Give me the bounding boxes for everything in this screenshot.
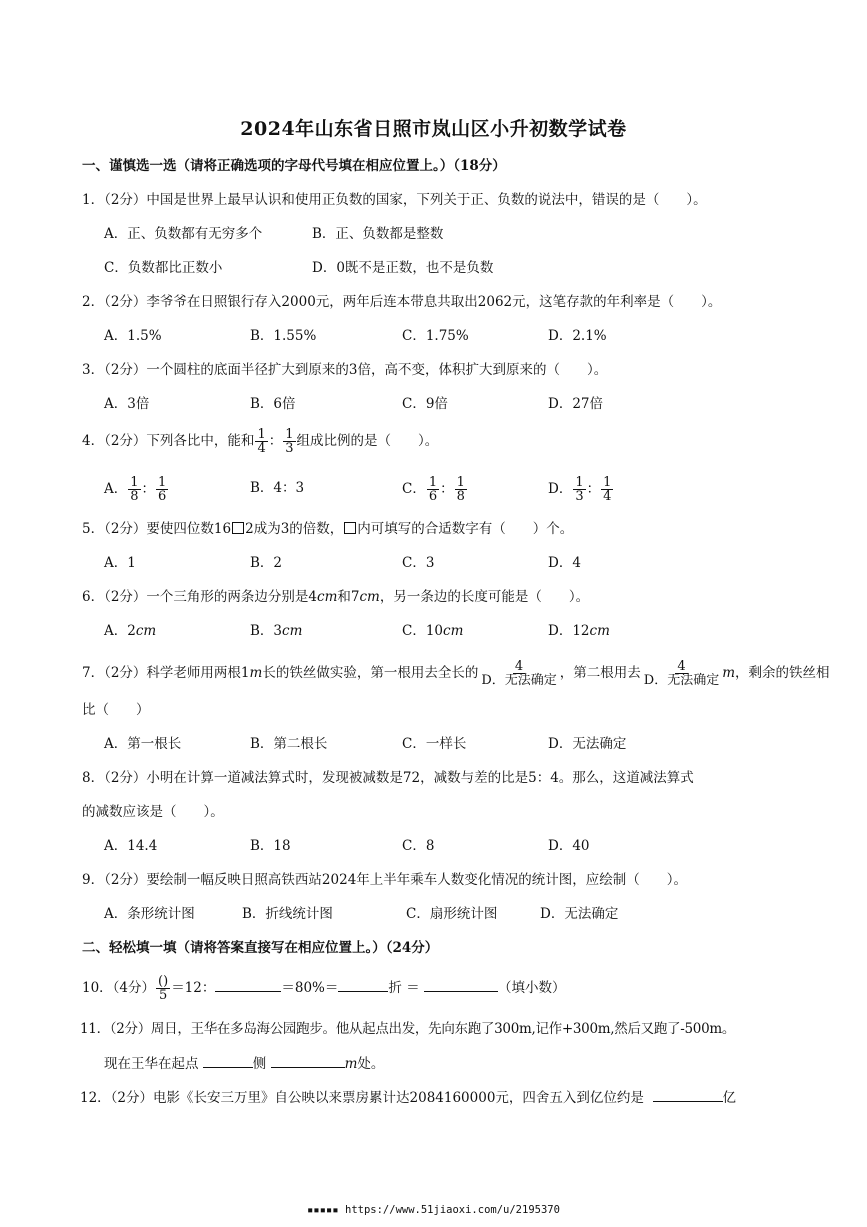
q9-option-b: B．折线统计图 [242, 906, 333, 922]
q11-line-2-post: 处。 [357, 1056, 385, 1072]
q7-option-d: D．无法确定 [548, 736, 627, 752]
q4-option-d [548, 476, 614, 503]
q9-option-a: A．条形统计图 [104, 906, 195, 922]
q10-fraction-num: () [158, 974, 169, 989]
q8-option-b: B．18 [250, 838, 291, 854]
q12-post: 亿 [722, 1090, 737, 1106]
q4-a-frac-1 [128, 476, 140, 503]
q7-fraction-2-num: 4 [677, 659, 686, 674]
q6-option-b [250, 621, 302, 641]
q8-option-d: D．40 [548, 838, 590, 854]
q1-option-b: B．正、负数都是整数 [312, 226, 444, 242]
q6-unit: cm [317, 589, 338, 605]
q11-line-2-mid: 侧 [252, 1056, 267, 1072]
q10-blank-3[interactable] [424, 977, 498, 992]
q4-stem-pre: 4．（2分）下列各比中，能和 [82, 433, 255, 449]
q8-option-a: A．14.4 [104, 838, 158, 854]
question-3: 3．（2分）一个圆柱的底面半径扩大到原来的3倍，高不变，体积扩大到原来的（ ）。 [82, 362, 608, 378]
q4-option-d-label: D． [548, 481, 573, 497]
q6-stem-pre: 6．（2分）一个三角形的两条边分别是4 [82, 589, 318, 605]
q6-option-a-text: A．2 [104, 623, 136, 639]
q5-option-c: C．3 [402, 555, 435, 571]
q4-c-frac-2-den: 8 [456, 489, 465, 504]
q4-c-frac-1 [427, 476, 439, 503]
q10-blank-1[interactable] [215, 977, 281, 992]
q7-fraction-1-den: D．无法确定 [481, 673, 557, 688]
q7-unit: m [249, 665, 263, 681]
q11-unit: m [344, 1056, 358, 1072]
q3-option-c: C．9倍 [402, 396, 448, 412]
q10-prefix: 10．（4分） [82, 980, 156, 996]
q4-c-frac-2-num: 1 [456, 475, 465, 490]
page-title: 2024年山东省日照市岚山区小升初数学试卷 [240, 118, 627, 140]
question-7 [82, 660, 830, 687]
question-5 [82, 519, 573, 539]
question-7-line-2: 比（ ） [82, 702, 150, 718]
q4-d-frac-1 [573, 476, 585, 503]
q9-option-c: C．扇形统计图 [406, 906, 498, 922]
q1-option-a: A．正、负数都有无穷多个 [104, 226, 263, 242]
q9-option-d: D．无法确定 [540, 906, 619, 922]
q10-text-2: ＝80%＝ [281, 980, 339, 996]
q4-fraction-1-den: 4 [257, 441, 266, 456]
q10-fraction-den: 5 [158, 988, 168, 1003]
q7-fraction-1 [479, 660, 558, 687]
question-10 [82, 975, 565, 1002]
q4-option-a-label: A． [104, 481, 128, 497]
q6-unit: cm [443, 623, 464, 639]
q4-c-frac-1-den: 6 [428, 489, 438, 504]
q12-stem: 12．（2分）电影《长安三万里》自公映以来票房累计达2084160000元，四舍五入到亿位约是 [80, 1090, 644, 1106]
q7-stem-post: ，剩余的铁丝相 [735, 665, 830, 681]
q4-c-colon: ： [440, 481, 454, 497]
q4-fraction-1-num: 1 [257, 427, 266, 442]
q4-c-frac-2 [455, 476, 467, 503]
question-8: 8．（2分）小明在计算一道减法算式时，发现被减数是72，减数与差的比是5：4。那么，这道减法算式 [82, 770, 694, 786]
q3-option-d: D．27倍 [548, 396, 604, 412]
q4-a-frac-2-den: 6 [158, 489, 167, 504]
q4-d-frac-1-den: 3 [575, 489, 584, 504]
footer-prefix: ▪▪▪▪▪ [307, 1204, 339, 1216]
q6-unit: cm [359, 589, 380, 605]
q4-a-colon: ： [141, 481, 156, 497]
q1-option-c: C．负数都比正数小 [104, 260, 223, 276]
q10-text-1: ＝12： [171, 980, 216, 996]
q6-option-a [104, 621, 156, 641]
q4-fraction-1 [255, 428, 267, 455]
q10-blank-2[interactable] [338, 977, 388, 992]
q3-option-a: A．3倍 [104, 396, 150, 412]
q2-option-a: A．1.5% [104, 328, 162, 344]
question-8-line-2: 的减数应该是（ ）。 [82, 804, 224, 820]
q7-stem-mid2: ，第二根用去 [559, 665, 641, 681]
q8-option-c: C．8 [402, 838, 435, 854]
q7-option-c: C．一样长 [402, 736, 467, 752]
q4-a-frac-1-num: 1 [130, 475, 139, 490]
blank-box-icon [232, 522, 244, 534]
q12-blank[interactable] [653, 1087, 723, 1102]
section-2-heading: 二、轻松填一填（请将答案直接写在相应位置上。）（24分） [82, 940, 439, 956]
q6-option-c [402, 621, 463, 641]
q4-d-frac-2-den: 4 [603, 489, 612, 504]
q10-text-3: 折 ＝ [388, 980, 420, 996]
q7-stem-pre: 7．（2分）科学老师用两根1 [82, 665, 250, 681]
q10-fraction [156, 975, 170, 1002]
q6-unit: cm [282, 623, 303, 639]
q6-option-d [548, 621, 610, 641]
q1-option-d: D．0既不是正数，也不是负数 [312, 260, 494, 276]
q4-colon: ： [268, 433, 283, 449]
q6-option-b-text: B．3 [250, 623, 283, 639]
q7-option-a: A．第一根长 [104, 736, 182, 752]
question-11: 11．（2分）周日，王华在多岛海公园跑步。他从起点出发，先向东跑了300m,记作+300m,然后又跑了-500m。 [80, 1021, 736, 1037]
q4-d-frac-1-num: 1 [575, 475, 584, 490]
q2-option-d: D．2.1% [548, 328, 607, 344]
q7-unit: m [722, 665, 736, 681]
question-4 [82, 428, 438, 455]
q4-option-c-label: C． [402, 481, 426, 497]
q4-a-frac-2 [156, 476, 168, 503]
q6-option-d-text: D．12 [548, 623, 590, 639]
q4-option-b: B．4：3 [250, 480, 305, 496]
q5-stem-pre: 5．（2分）要使四位数16 [82, 521, 232, 537]
q11-blank-1[interactable] [203, 1053, 253, 1068]
question-6 [82, 587, 589, 607]
q4-stem-post: 组成比例的是（ ）。 [296, 433, 439, 449]
section-1-heading: 一、谨慎选一选（请将正确选项的字母代号填在相应位置上。）（18分） [82, 158, 506, 174]
q5-option-b: B．2 [250, 555, 283, 571]
q6-unit: cm [135, 623, 157, 639]
q6-stem-mid: 和7 [337, 589, 360, 605]
q7-option-b: B．第二根长 [250, 736, 328, 752]
q6-stem-post: ，另一条边的长度可能是（ ）。 [379, 589, 590, 605]
q4-a-frac-2-num: 1 [158, 475, 167, 490]
q4-fraction-2 [283, 428, 295, 455]
q7-fraction-1-num: 4 [514, 659, 524, 674]
q4-d-colon: ： [586, 481, 601, 497]
q3-option-b: B．6倍 [250, 396, 296, 412]
q5-option-d: D．4 [548, 555, 581, 571]
question-2: 2．（2分）李爷爷在日照银行存入2000元，两年后连本带息共取出2062元，这笔存款的年利率是（ ）。 [82, 294, 722, 310]
q2-option-c: C．1.75% [402, 328, 469, 344]
q10-text-4: （填小数） [497, 980, 566, 996]
q6-option-c-text: C．10 [402, 623, 444, 639]
q5-option-a: A．1 [104, 555, 136, 571]
q4-a-frac-1-den: 8 [130, 489, 139, 504]
question-11-line-2 [104, 1053, 384, 1074]
q4-option-c [402, 476, 468, 503]
q11-line-2-pre: 现在王华在起点 [104, 1056, 199, 1072]
q4-d-frac-2 [601, 476, 613, 503]
q7-fraction-2 [642, 660, 721, 687]
q7-fraction-2-den: D．无法确定 [643, 673, 720, 688]
question-12 [80, 1087, 736, 1108]
q11-blank-2[interactable] [271, 1053, 345, 1068]
q4-d-frac-2-num: 1 [603, 475, 612, 490]
footer-link[interactable]: https://www.51jiaoxi.com/u/2195370 [345, 1204, 560, 1216]
q5-stem-mid: 2成为3的倍数， [245, 521, 344, 537]
q2-option-b: B．1.55% [250, 328, 317, 344]
q4-c-frac-1-num: 1 [428, 475, 438, 490]
q7-stem-mid: 长的铁丝做实验，第一根用去全长的 [262, 665, 479, 681]
blank-box-icon [344, 522, 356, 534]
q4-fraction-2-den: 3 [285, 441, 294, 456]
q4-fraction-2-num: 1 [285, 427, 294, 442]
q4-option-a [104, 476, 169, 503]
q5-stem-post: 内可填写的合适数字有（ ）个。 [357, 521, 574, 537]
page-footer [0, 1204, 867, 1216]
q6-unit: cm [589, 623, 610, 639]
question-9: 9．（2分）要绘制一幅反映日照高铁西站2024年上半年乘车人数变化情况的统计图，应绘制（ ）。 [82, 872, 688, 888]
question-1: 1．（2分）中国是世界上最早认识和使用正负数的国家，下列关于正、负数的说法中，错误的是（ ）。 [82, 192, 707, 208]
